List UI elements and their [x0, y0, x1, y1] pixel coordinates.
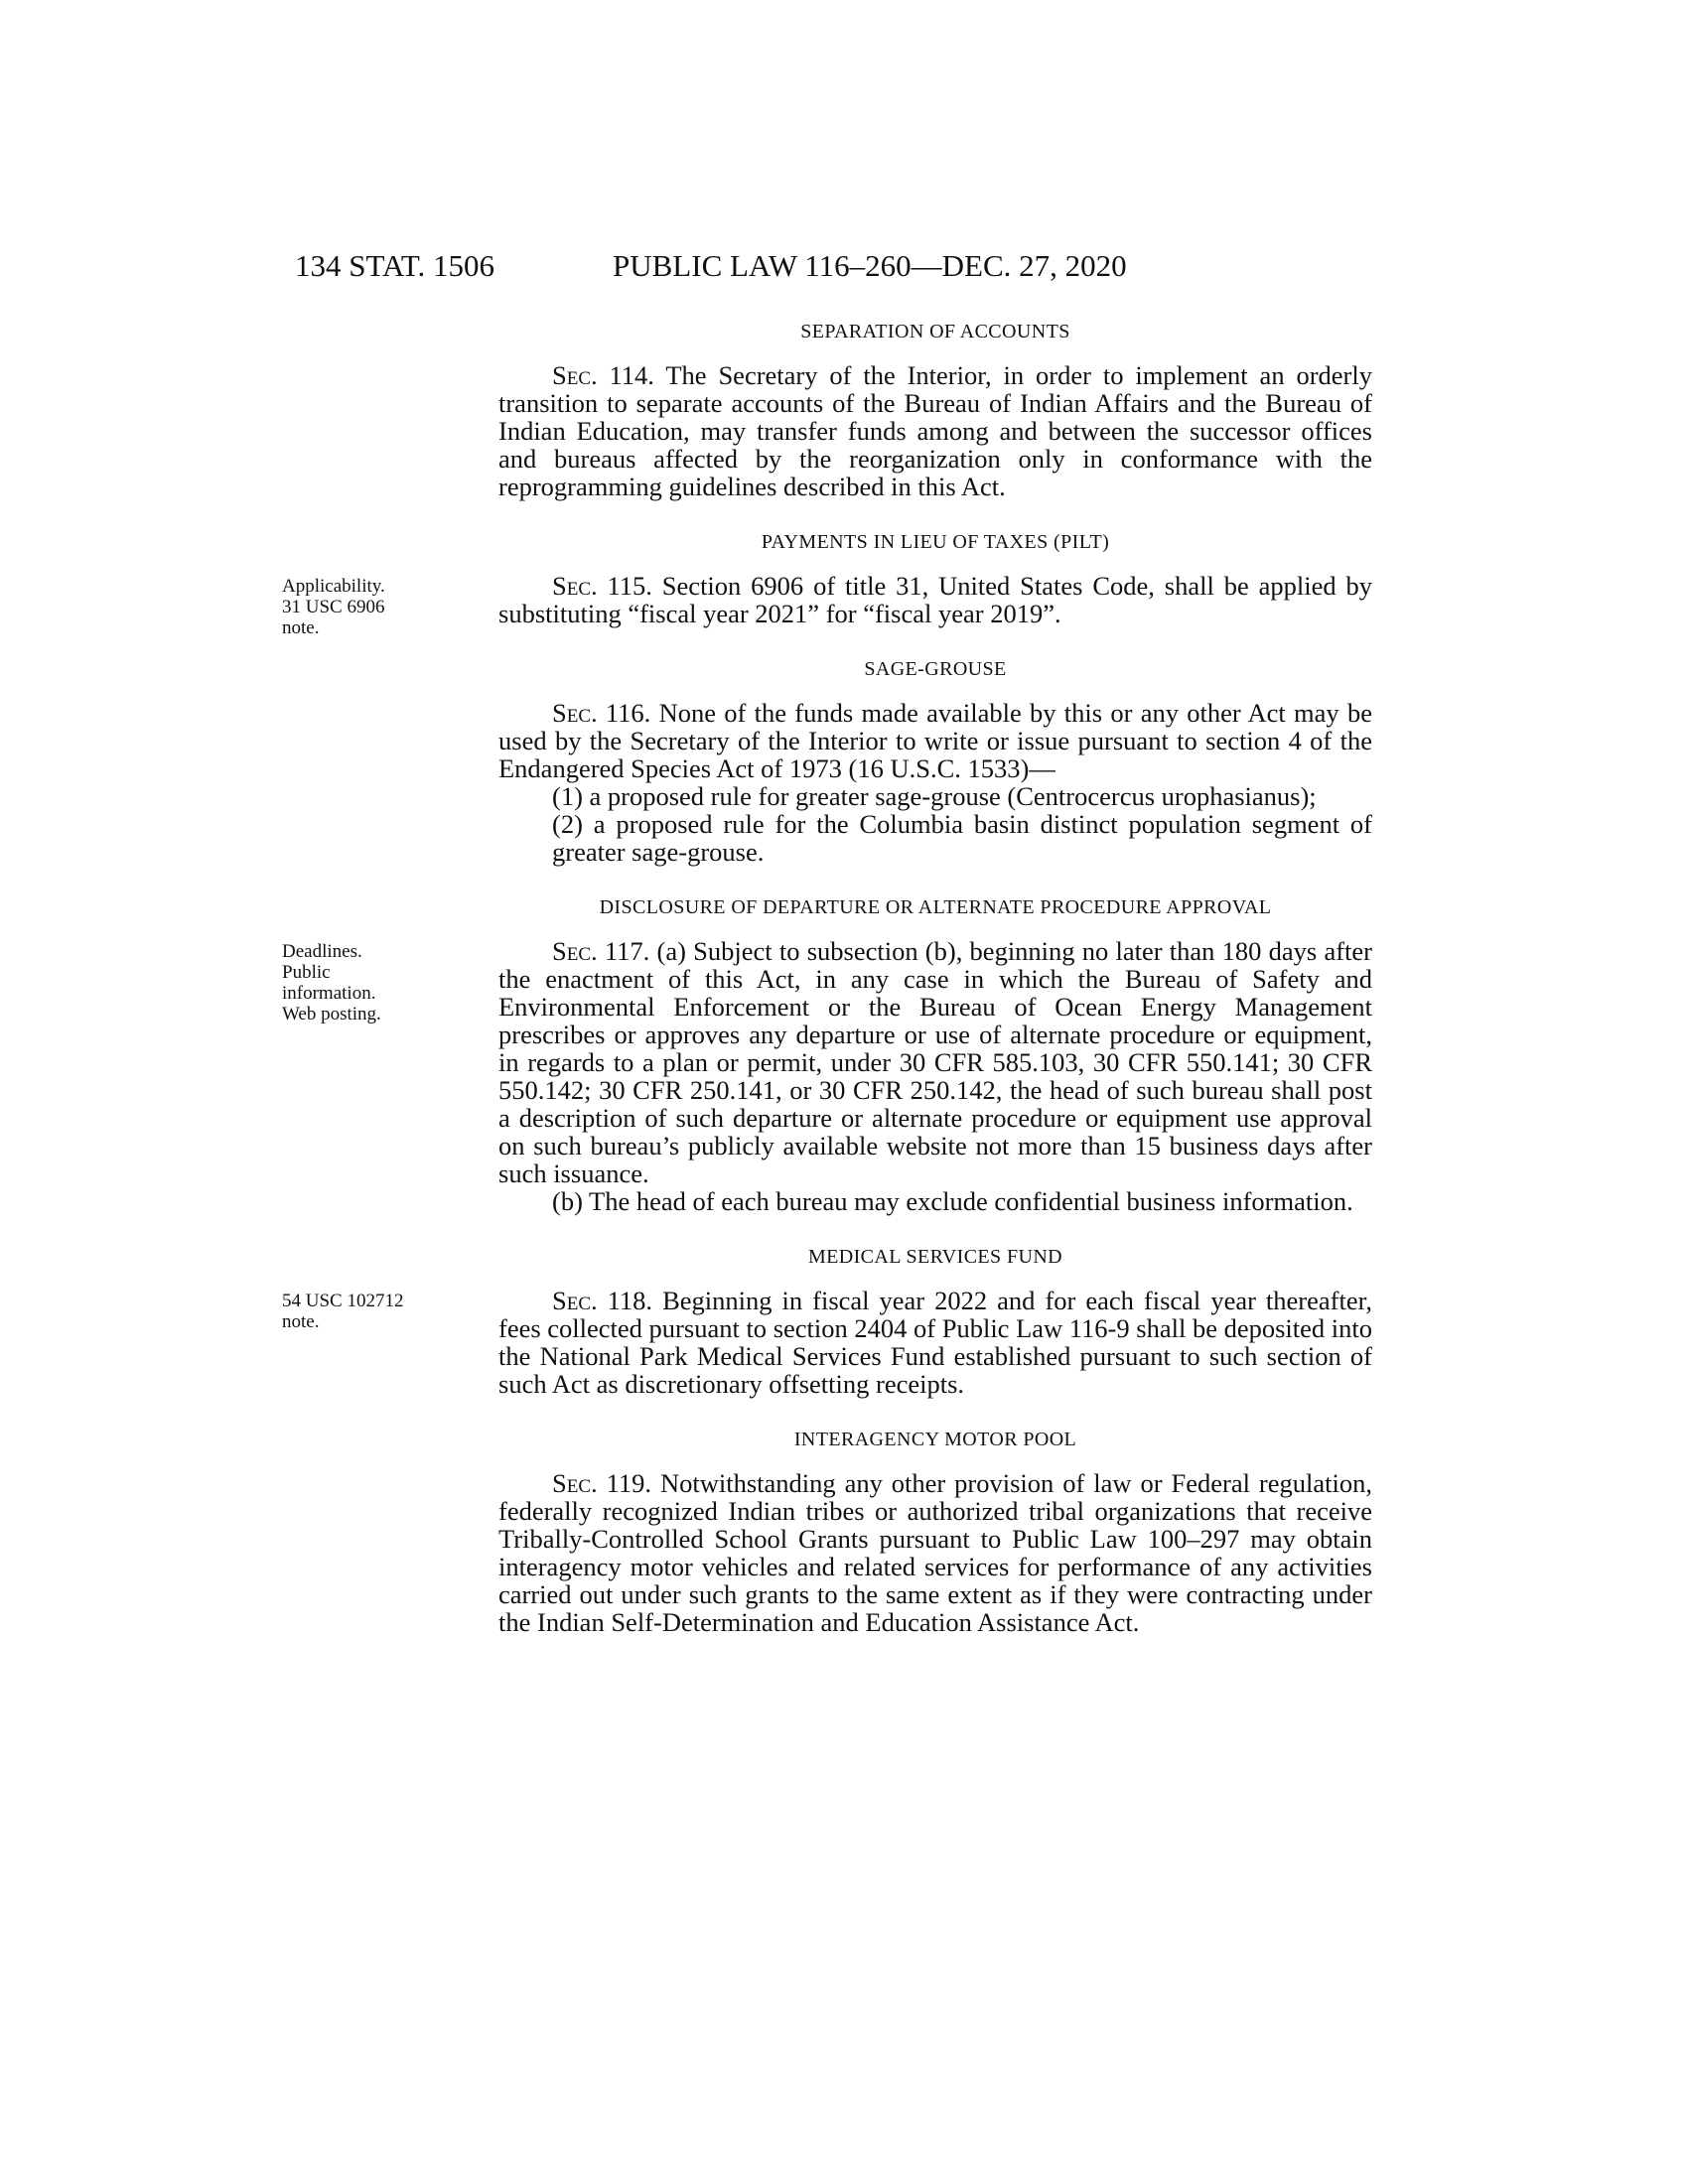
margin-note-line: 54 USC 102712 — [282, 1291, 404, 1311]
document-body — [282, 320, 1372, 1666]
section-118-text — [498, 1287, 1372, 1398]
section-114-text — [498, 361, 1372, 500]
section-116-heading: SAGE-GROUSE — [864, 658, 1007, 680]
margin-note-line: Deadlines. — [282, 941, 362, 962]
section-118-body: Beginning in fiscal year 2022 and for each fiscal year thereafter, fees collected pursuant to section 2404 of Public Law 116-9 shall be deposited into the National Park Medical Services Fund established pursuant to such section of such Act as discretionary offsetting receipts. — [498, 1286, 1372, 1399]
margin-note-line: note. — [282, 1311, 320, 1332]
section-118-heading: MEDICAL SERVICES FUND — [807, 1246, 1063, 1268]
section-115-heading: PAYMENTS IN LIEU OF TAXES (PILT) — [761, 531, 1110, 553]
section-115 — [282, 571, 1372, 638]
margin-note-line: information. — [282, 983, 376, 1004]
stat-citation: 134 STAT. 1506 — [295, 248, 495, 283]
section-116-item-1: (1) a proposed rule for greater sage-grouse (Centrocercus urophasianus); — [552, 781, 1317, 811]
section-119-text — [498, 1469, 1372, 1636]
margin-note-line: 31 USC 6906 — [282, 597, 385, 617]
section-119-body: Notwithstanding any other provision of law or Federal regulation, federally recognized Indian tribes or authorized tribal organizations that receive Tribally-Controlled School Grants pursuant to Public Law 100–297 may obtain interagency motor vehicles and related services for performance of any activities carried out under such grants to the same extent as if they were contracting under the Indian Self-Determination and Education Assistance Act. — [498, 1468, 1372, 1637]
section-116-text — [498, 699, 1372, 782]
section-117-heading: DISCLOSURE OF DEPARTURE OR ALTERNATE PROCEDURE APPROVAL — [599, 896, 1272, 918]
margin-note-line: Public — [282, 962, 331, 983]
section-118 — [282, 1286, 1372, 1399]
section-116 — [498, 699, 1372, 866]
section-115-text — [498, 572, 1372, 627]
section-118-margin-note — [282, 1291, 451, 1332]
section-114-body: The Secretary of the Interior, in order to implement an orderly transition to separate accounts of the Bureau of Indian Affairs and the Bureau of Indian Education, may transfer funds among and between the successor offices and bureaus affected by the reorganization only in conformance with the reprogramming guidelines described in this Act. — [498, 360, 1372, 501]
margin-note-line: Web posting. — [282, 1004, 381, 1024]
section-119-heading: INTERAGENCY MOTOR POOL — [793, 1429, 1077, 1450]
running-head — [295, 248, 1367, 288]
section-117-body: (a) Subject to subsection (b), beginning no later than 180 days after the enactment of this Act, in any case in which the Bureau of Safety and Environmental Enforcement or the Bureau of Ocean Energy Management prescribes or approves any departure or use of alternate procedure or equipment, in regards to a plan or permit, under 30 CFR 585.103, 30 CFR 550.141; 30 CFR 550.142; 30 CFR 250.141, or 30 CFR 250.142, the head of such bureau shall post a description of such departure or alternate procedure or equipment use approval on such bureau’s publicly available website not more than 15 business days after such issuance. — [498, 936, 1372, 1188]
section-119 — [498, 1469, 1372, 1636]
section-118-label: Sec. 118. — [552, 1286, 653, 1315]
section-115-body: Section 6906 of title 31, United States Code, shall be applied by substituting “fiscal year 2021” for “fiscal year 2019”. — [498, 571, 1372, 628]
section-117 — [282, 936, 1372, 1216]
section-116-label: Sec. 116. — [552, 698, 651, 728]
margin-note-line: note. — [282, 617, 320, 638]
section-117-label: Sec. 117. — [552, 936, 650, 966]
section-115-label: Sec. 115. — [552, 571, 652, 601]
section-116-body: None of the funds made available by this or any other Act may be used by the Secretary of the Interior to write or issue pursuant to section 4 of the Endangered Species Act of 1973 (16 U.S.C. 1533)— — [498, 698, 1372, 783]
section-117-subsection-b: (b) The head of each bureau may exclude confidential business information. — [552, 1186, 1353, 1216]
section-117-text — [498, 937, 1372, 1187]
section-114-heading: SEPARATION OF ACCOUNTS — [800, 321, 1070, 342]
section-116-item-2: (2) a proposed rule for the Columbia basin distinct population segment of greater sage-grouse. — [552, 809, 1372, 867]
section-114-label: Sec. 114. — [552, 360, 654, 390]
margin-note-line: Applicability. — [282, 576, 385, 597]
section-114 — [498, 361, 1372, 500]
public-law-title: PUBLIC LAW 116–260—DEC. 27, 2020 — [613, 248, 1127, 283]
section-119-label: Sec. 119. — [552, 1468, 651, 1498]
section-115-margin-note — [282, 576, 451, 638]
section-117-margin-note — [282, 941, 451, 1024]
